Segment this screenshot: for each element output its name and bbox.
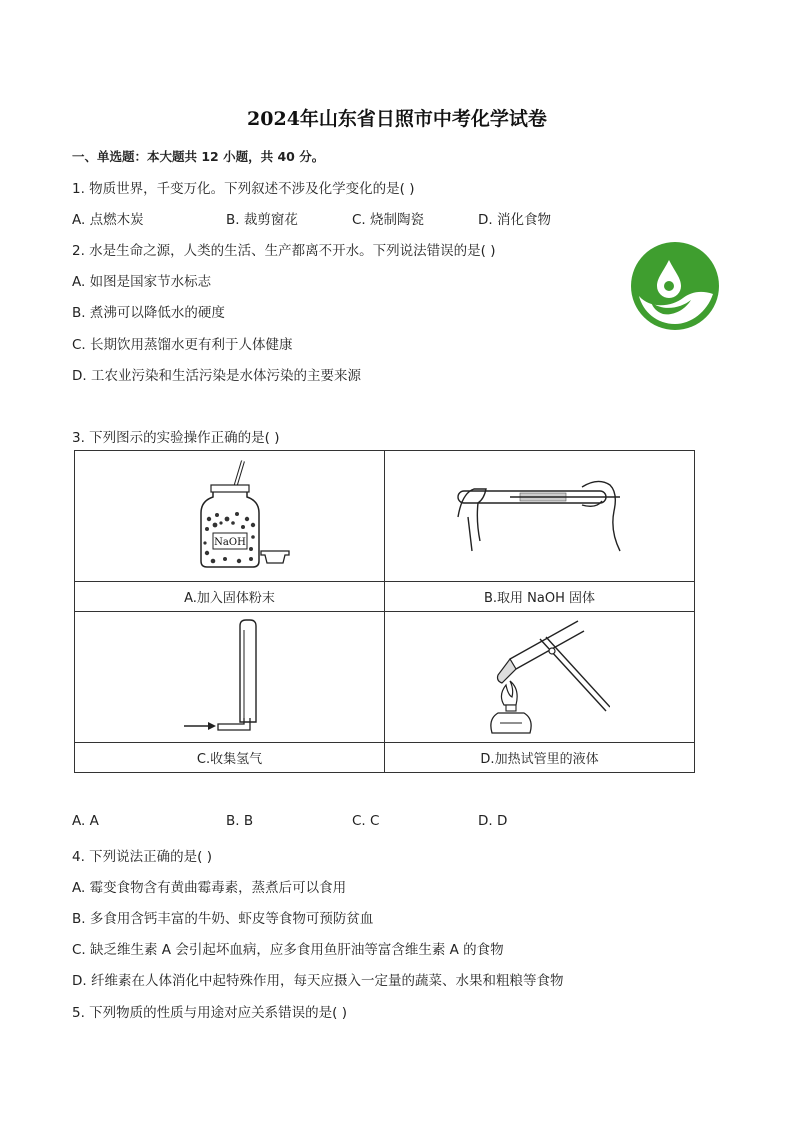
cell-a-image <box>75 451 385 582</box>
q2-option-d: D. 工农业污染和生活污染是水体污染的主要来源 <box>72 368 361 384</box>
question-1-stem: 1. 物质世界，千变万化。下列叙述不涉及化学变化的是( ) <box>72 181 415 197</box>
gas-collection-tube-icon <box>170 618 290 736</box>
test-tube-powder-icon <box>450 471 630 561</box>
section-heading: 一、单选题：本大题共 12 小题，共 40 分。 <box>72 149 325 164</box>
q4-option-d: D. 纤维素在人体消化中起特殊作用，每天应摄入一定量的蔬菜、水果和粗粮等食物 <box>72 973 564 989</box>
cell-b-image <box>385 451 695 582</box>
q2-option-a: A. 如图是国家节水标志 <box>72 274 212 290</box>
page-title: 2024年山东省日照市中考化学试卷 <box>247 108 547 130</box>
heating-test-tube-icon <box>470 615 610 739</box>
q1-option-d: D. 消化食物 <box>478 212 551 228</box>
q2-option-b: B. 煮沸可以降低水的硬度 <box>72 305 225 321</box>
q3-option-a: A. A <box>72 813 99 829</box>
q2-option-c: C. 长期饮用蒸馏水更有利于人体健康 <box>72 337 293 353</box>
q4-option-b: B. 多食用含钙丰富的牛奶、虾皮等食物可预防贫血 <box>72 911 374 927</box>
experiment-table <box>74 450 695 773</box>
question-2-stem: 2. 水是生命之源，人类的生活、生产都离不开水。下列说法错误的是( ) <box>72 243 496 259</box>
cell-d-image <box>385 612 695 743</box>
q4-option-c: C. 缺乏维生素 A 会引起坏血病，应多食用鱼肝油等富含维生素 A 的食物 <box>72 942 504 958</box>
q1-option-a: A. 点燃木炭 <box>72 212 144 228</box>
q4-option-a: A. 霉变食物含有黄曲霉毒素，蒸煮后可以食用 <box>72 880 347 896</box>
cell-c-image <box>75 612 385 743</box>
question-3-stem: 3. 下列图示的实验操作正确的是( ) <box>72 430 280 446</box>
q1-option-b: B. 裁剪窗花 <box>226 212 298 228</box>
q3-option-c: C. C <box>352 813 380 829</box>
naoh-label: NaOH <box>213 537 246 548</box>
caption-a: A.加入固体粉末 <box>75 582 385 612</box>
caption-d: D.加热试管里的液体 <box>385 743 695 773</box>
question-4-stem: 4. 下列说法正确的是( ) <box>72 849 212 865</box>
reagent-bottle-spoon-icon <box>155 457 305 575</box>
question-5-stem: 5. 下列物质的性质与用途对应关系错误的是( ) <box>72 1005 347 1021</box>
caption-b: B.取用 NaOH 固体 <box>385 582 695 612</box>
caption-c: C.收集氢气 <box>75 743 385 773</box>
water-saving-logo-icon <box>629 240 721 332</box>
q1-option-c: C. 烧制陶瓷 <box>352 212 425 228</box>
q3-option-d: D. D <box>478 813 508 829</box>
q3-option-b: B. B <box>226 813 254 829</box>
